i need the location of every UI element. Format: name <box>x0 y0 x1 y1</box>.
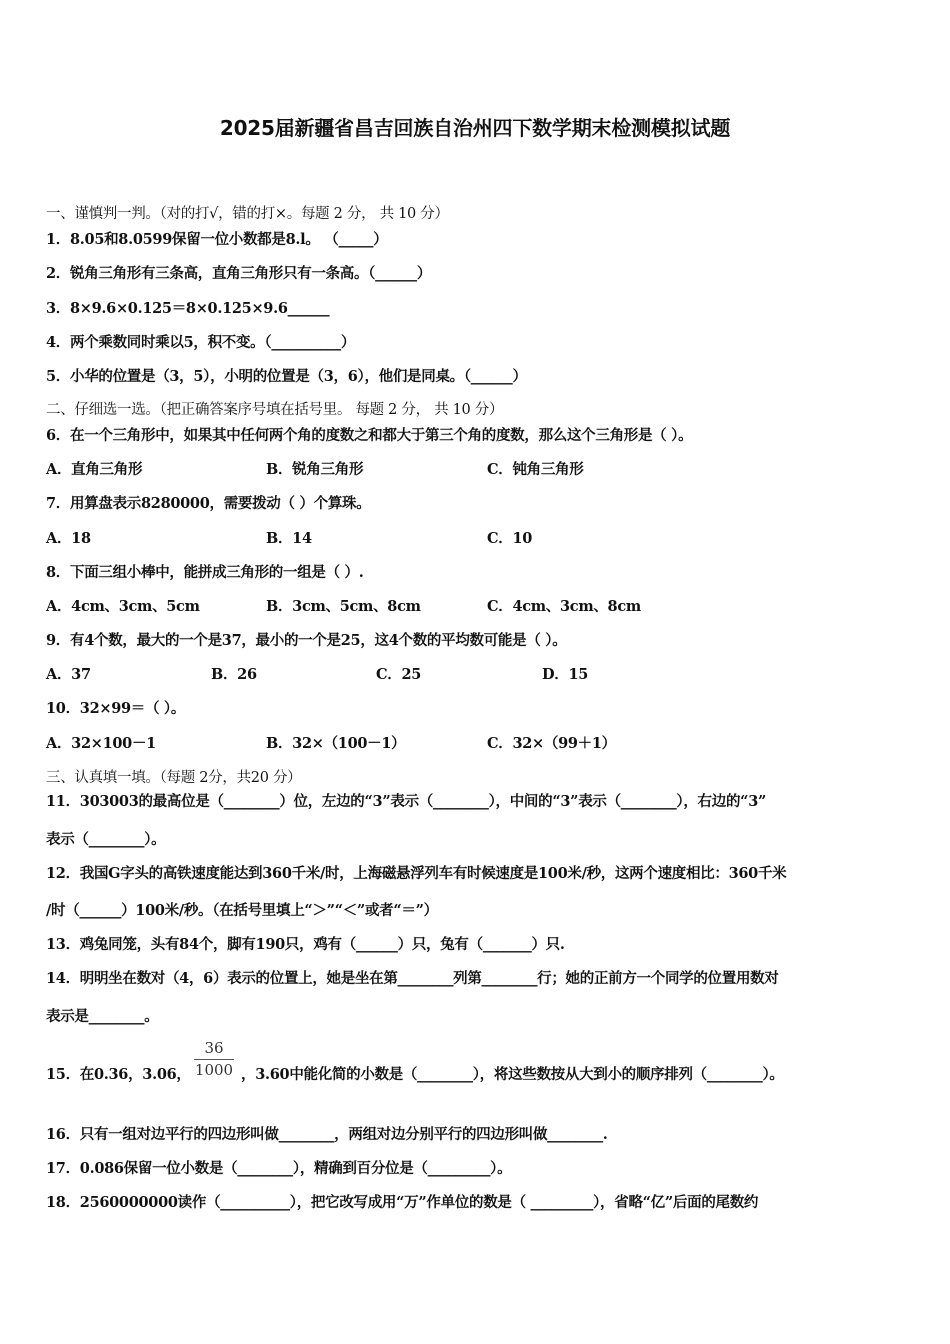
question-17: 17．0.086保留一位小数是（________），精确到百分位是（_________）。 <box>46 1160 512 1177</box>
section-3-heading: 三、认真填一填。（每题 2分，共20 分） <box>46 770 302 786</box>
q6-option-b: B．锐角三角形 <box>266 461 364 478</box>
question-7: 7．用算盘表示8280000，需要拨动（ ）个算珠。 <box>46 495 371 512</box>
question-4: 4．两个乘数同时乘以5，积不变。（__________） <box>46 334 356 351</box>
question-3: 3．8×9.6×0.125＝8×0.125×9.6______ <box>46 300 330 317</box>
question-1: 1．8.05和8.0599保留一位小数都是8.l。 （_____） <box>46 231 388 248</box>
q9-option-a: A．37 <box>46 666 91 683</box>
fraction-numerator: 36 <box>204 1039 224 1057</box>
q6-option-a: A．直角三角形 <box>46 461 143 478</box>
q6-option-c: C．钝角三角形 <box>487 461 584 478</box>
question-6: 6．在一个三角形中，如果其中任何两个角的度数之和都大于第三个角的度数，那么这个三角形是（ ）。 <box>46 427 693 444</box>
q9-option-d: D．15 <box>542 666 589 683</box>
q10-option-c: C．32×（99＋1） <box>487 735 616 752</box>
q10-option-b: B．32×（100－1） <box>266 735 406 752</box>
question-18: 18．2560000000读作（__________），把它改写成用“万”作单位的数是（ _________），省略“亿”后面的尾数约 <box>46 1194 759 1211</box>
q8-option-a: A．4cm、3cm、5cm <box>46 598 200 615</box>
question-11-line-2: 表示（________）。 <box>46 831 166 848</box>
question-10: 10．32×99＝（ ）。 <box>46 700 186 717</box>
question-15-prefix: 15．在0.36，3.06， <box>46 1066 191 1083</box>
question-8: 8．下面三组小棒中，能拼成三角形的一组是（ ）. <box>46 564 364 581</box>
q9-option-c: C．25 <box>376 666 422 683</box>
q7-option-c: C．10 <box>487 530 533 547</box>
q9-option-b: B．26 <box>211 666 257 683</box>
q7-option-b: B．14 <box>266 530 312 547</box>
q8-option-c: C．4cm、3cm、8cm <box>487 598 641 615</box>
question-5: 5．小华的位置是（3，5），小明的位置是（3，6），他们是同桌。（______） <box>46 368 527 385</box>
q10-option-a: A．32×100－1 <box>46 735 156 752</box>
question-2: 2．锐角三角形有三条高，直角三角形只有一条高。（______） <box>46 265 432 282</box>
question-15-suffix: ，3.60中能化简的小数是（________），将这些数按从大到小的顺序排列（________）。 <box>241 1066 784 1083</box>
q8-option-b: B．3cm、5cm、8cm <box>266 598 421 615</box>
question-11-line-1: 11．303003的最高位是（________）位，左边的“3”表示（________），中间的“3”表示（________），右边的“3” <box>46 793 767 810</box>
section-1-heading: 一、谨慎判一判。（对的打√，错的打×。每题 2 分， 共 10 分） <box>46 206 449 222</box>
page-title: 2025届新疆省昌吉回族自治州四下数学期末检测模拟试题 <box>219 116 731 140</box>
section-2-heading: 二、仔细选一选。（把正确答案序号填在括号里。 每题 2 分， 共 10 分） <box>46 402 504 418</box>
fraction-36-over-1000 <box>190 1038 238 1080</box>
question-14-line-1: 14．明明坐在数对（4，6）表示的位置上，她是坐在第________列第________行；她的正前方一个同学的位置用数对 <box>46 970 779 987</box>
question-12-line-2: /时（______）100米/秒。（在括号里填上“＞”“＜”或者“＝”） <box>46 902 438 919</box>
question-14-line-2: 表示是________。 <box>46 1008 159 1025</box>
question-16: 16．只有一组对边平行的四边形叫做________，两组对边分别平行的四边形叫做________. <box>46 1126 608 1143</box>
question-9: 9．有4个数，最大的一个是37，最小的一个是25，这4个数的平均数可能是（ ）。 <box>46 632 567 649</box>
question-13: 13．鸡兔同笼，头有84个，脚有190只，鸡有（______）只，兔有（_______）只. <box>46 936 565 953</box>
fraction-denominator: 1000 <box>194 1061 234 1079</box>
q7-option-a: A．18 <box>46 530 91 547</box>
question-12-line-1: 12．我国G字头的高铁速度能达到360千米/时，上海磁悬浮列车有时候速度是100米/秒，这两个速度相比：360千米 <box>46 865 787 882</box>
